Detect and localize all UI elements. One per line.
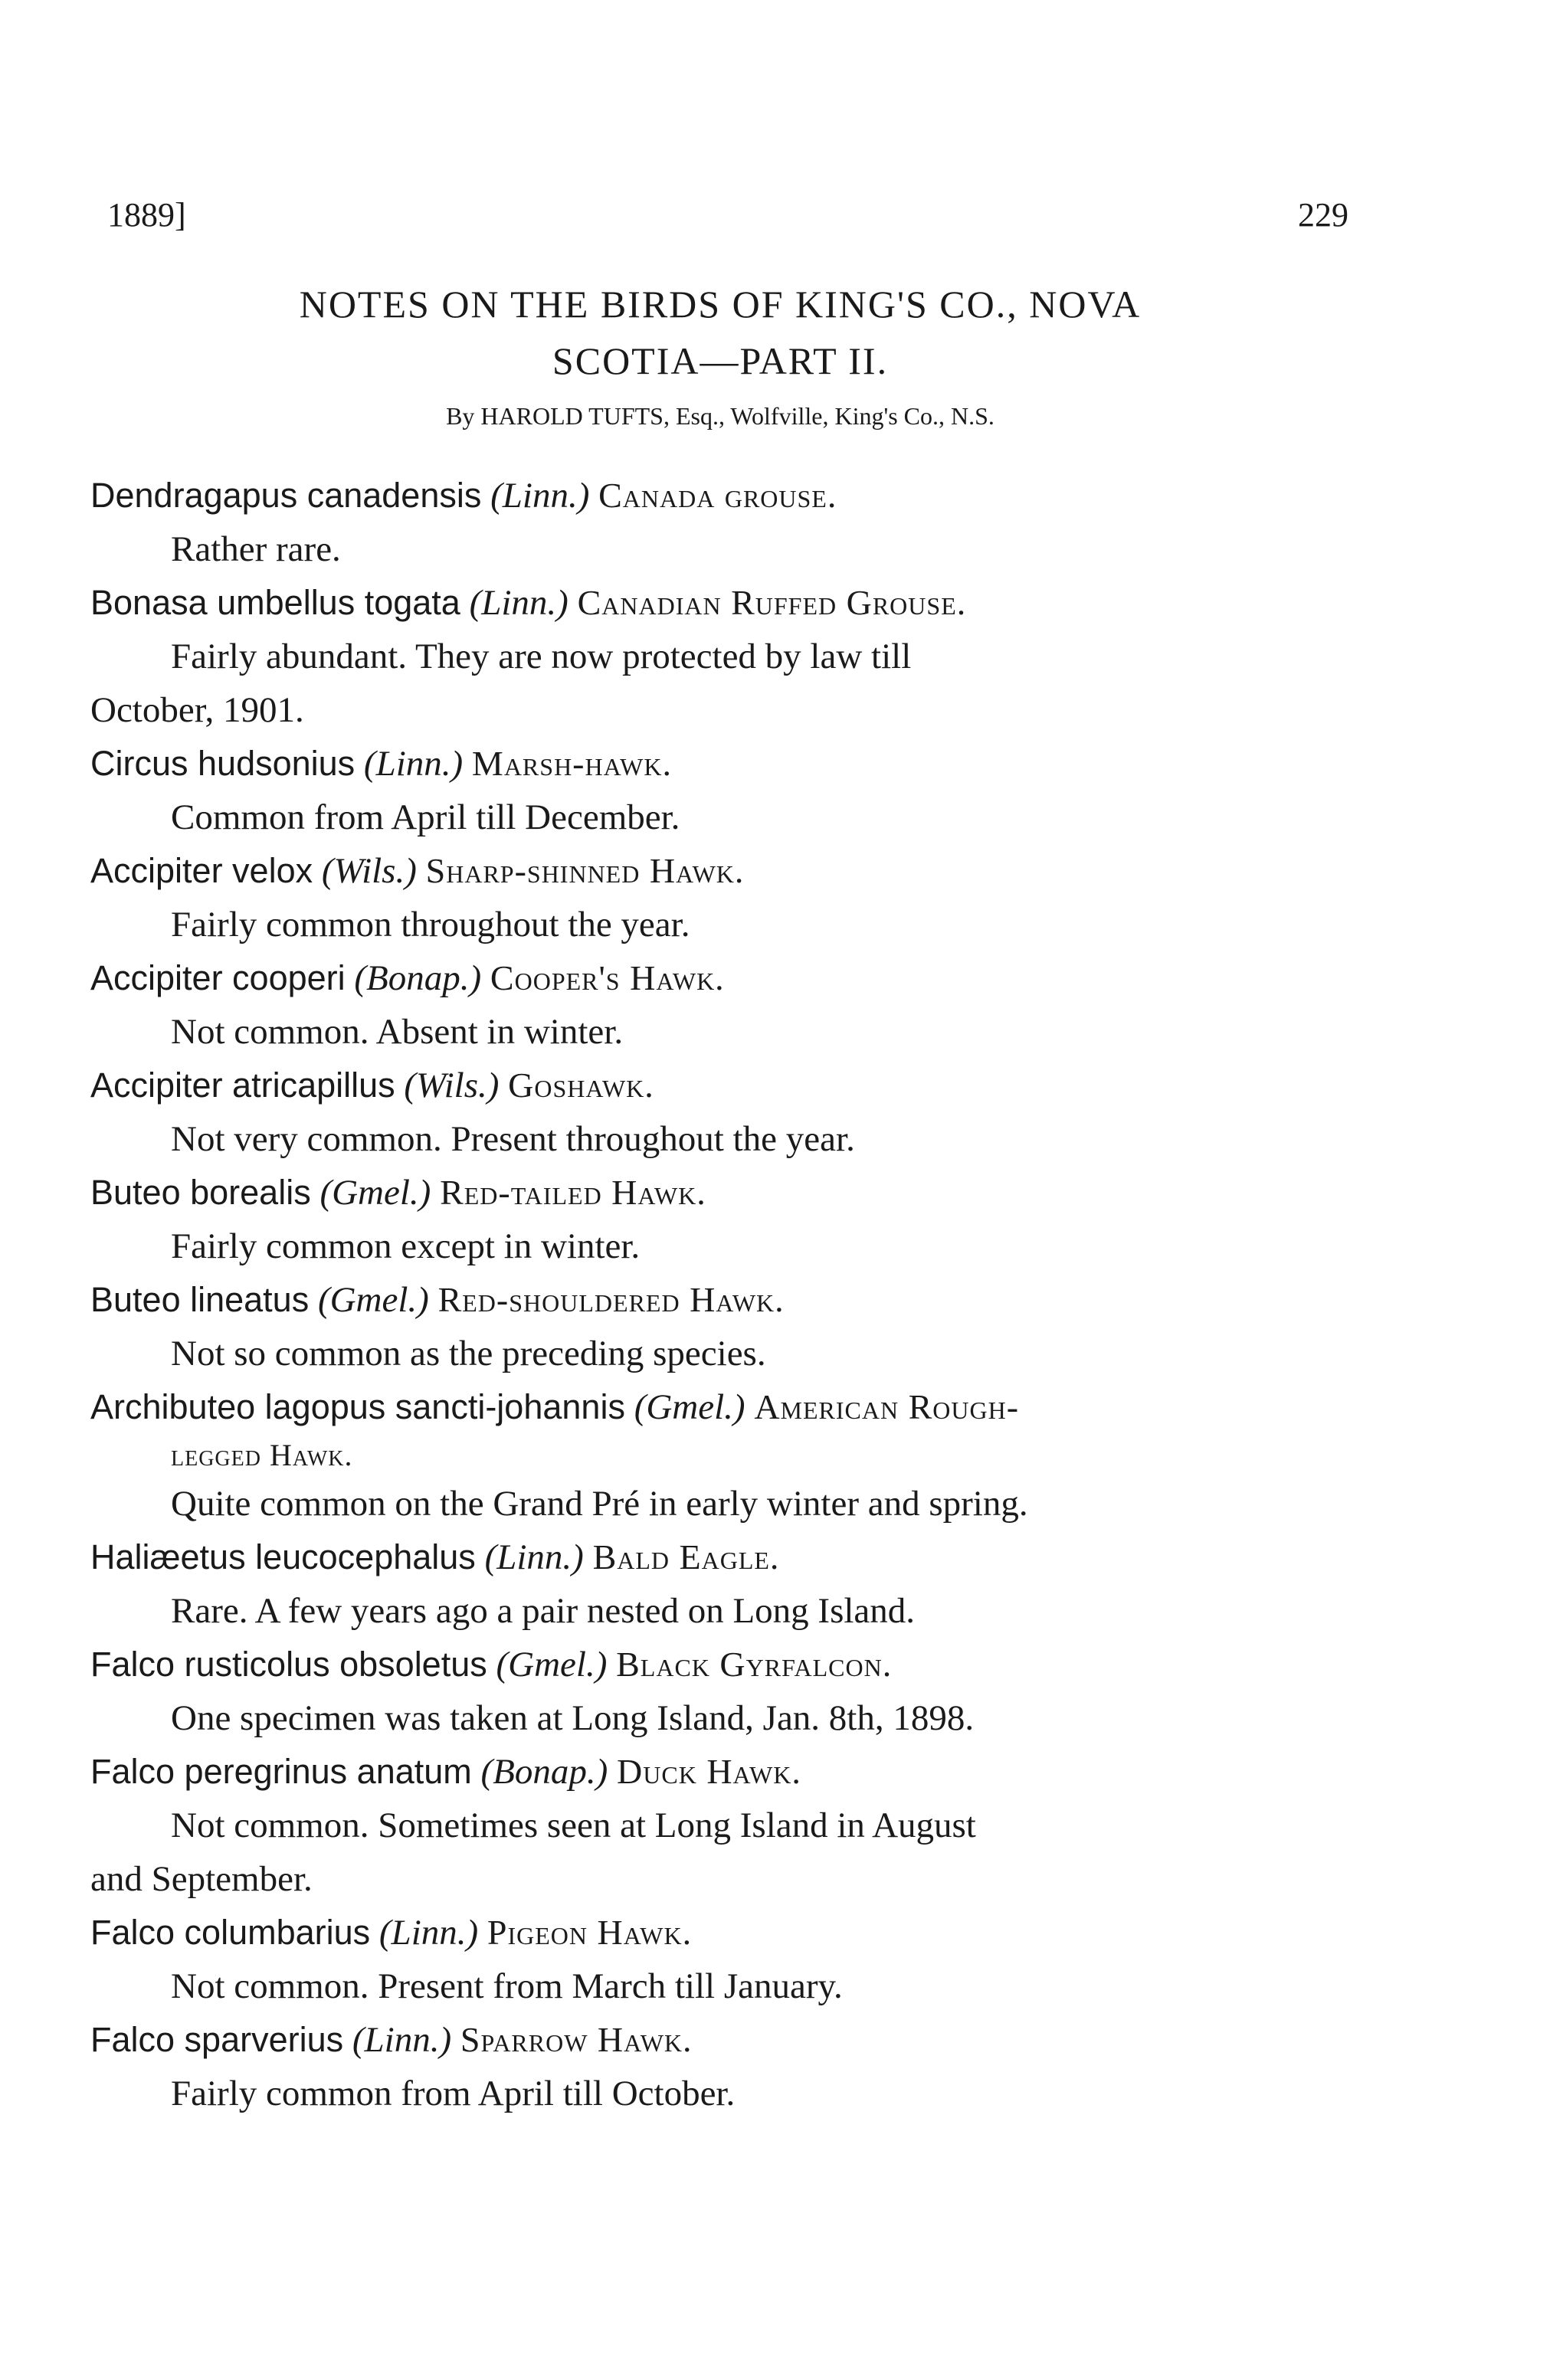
common-name: Bald Eagle. (592, 1537, 780, 1576)
scientific-name: Falco peregrinus anatum (90, 1752, 472, 1791)
species-note: Fairly common from April till October. (171, 2074, 736, 2113)
species-heading (90, 737, 1286, 791)
species-entry (90, 2013, 1286, 2120)
species-note: Not common. Absent in winter. (171, 1012, 624, 1052)
scientific-name: Archibuteo lagopus sancti-johannis (90, 1387, 625, 1426)
species-heading (90, 576, 1286, 630)
common-name: Canadian Ruffed Grouse. (577, 583, 967, 622)
common-name: Marsh-hawk. (471, 744, 672, 783)
species-note: Rather rare. (171, 529, 341, 569)
authority: (Gmel.) (319, 1173, 431, 1213)
common-name: Goshawk. (508, 1066, 654, 1105)
species-entry (90, 844, 1286, 951)
common-name: American Rough- (754, 1387, 1020, 1426)
species-note: Not very common. Present throughout the year. (171, 1119, 855, 1159)
authority: (Wils.) (404, 1066, 500, 1105)
species-heading (90, 1059, 1286, 1112)
species-note: Rare. A few years ago a pair nested on Long Island. (171, 1591, 916, 1631)
species-entry (90, 1638, 1286, 1745)
authority: (Bonap.) (354, 958, 482, 998)
common-name: Canada grouse. (598, 476, 837, 515)
title-line-2: SCOTIA—PART II. (552, 339, 889, 382)
species-note: Not common. Sometimes seen at Long Island in August (171, 1805, 976, 1845)
species-entry (90, 1273, 1286, 1380)
species-heading (90, 1638, 1286, 1691)
species-heading (90, 844, 1286, 898)
common-name-continued: legged Hawk. (171, 1438, 353, 1472)
scientific-name: Falco rusticolus obsoletus (90, 1645, 487, 1684)
article-title (100, 276, 1341, 389)
species-heading (90, 1380, 1286, 1434)
authority: (Linn.) (484, 1537, 584, 1577)
species-note: Fairly abundant. They are now protected by law till (171, 637, 912, 676)
common-name: Cooper's Hawk. (490, 958, 725, 997)
authority: (Gmel.) (317, 1280, 429, 1320)
scientific-name: Dendragapus canadensis (90, 476, 482, 515)
species-note-continued: October, 1901. (90, 690, 304, 730)
species-heading (90, 1906, 1286, 1959)
scientific-name: Buteo lineatus (90, 1280, 310, 1319)
scientific-name: Accipiter velox (90, 851, 313, 890)
authority: (Wils.) (321, 851, 417, 891)
authority: (Linn.) (469, 583, 569, 623)
species-heading (90, 1273, 1286, 1327)
species-list (90, 469, 1286, 2120)
scientific-name: Haliæetus leucocephalus (90, 1537, 476, 1576)
species-entry (90, 737, 1286, 844)
species-note: Not common. Present from March till January. (171, 1966, 843, 2006)
scientific-name: Buteo borealis (90, 1173, 311, 1212)
common-name: Sparrow Hawk. (460, 2020, 693, 2059)
species-note: Quite common on the Grand Pré in early winter and spring. (171, 1484, 1028, 1524)
scientific-name: Falco sparverius (90, 2020, 344, 2059)
species-note: Fairly common throughout the year. (171, 905, 690, 944)
title-line-1: NOTES ON THE BIRDS OF KING'S CO., NOVA (299, 283, 1142, 326)
species-entry (90, 1380, 1286, 1530)
species-entry (90, 951, 1286, 1059)
species-note: One specimen was taken at Long Island, Jan. 8th, 1898. (171, 1698, 975, 1738)
species-entry (90, 469, 1286, 576)
species-note: Common from April till December. (171, 797, 680, 837)
scientific-name: Accipiter cooperi (90, 958, 346, 997)
species-note-continued: and September. (90, 1859, 313, 1899)
species-entry (90, 1059, 1286, 1166)
byline: By HAROLD TUFTS, Esq., Wolfville, King's Co., N.S. (446, 402, 994, 430)
common-name: Duck Hawk. (617, 1752, 801, 1791)
authority: (Gmel.) (496, 1645, 608, 1684)
species-entry (90, 1530, 1286, 1638)
authority: (Linn.) (363, 744, 464, 784)
common-name: Red-shouldered Hawk. (437, 1280, 785, 1319)
species-heading (90, 951, 1286, 1005)
common-name: Sharp-shinned Hawk. (425, 851, 745, 890)
scientific-name: Circus hudsonius (90, 744, 356, 783)
running-head-year: 1889] (107, 196, 186, 234)
scientific-name: Bonasa umbellus togata (90, 583, 460, 622)
page-number: 229 (1298, 196, 1348, 234)
species-heading (90, 2013, 1286, 2067)
species-note: Fairly common except in winter. (171, 1226, 641, 1266)
scientific-name: Falco columbarius (90, 1913, 371, 1952)
species-entry (90, 576, 1286, 737)
species-entry (90, 1906, 1286, 2013)
species-heading (90, 1166, 1286, 1219)
common-name: Red-tailed Hawk. (440, 1173, 706, 1212)
species-entry (90, 1745, 1286, 1906)
species-heading (90, 1745, 1286, 1799)
species-heading (90, 469, 1286, 522)
common-name: Pigeon Hawk. (487, 1913, 693, 1952)
species-note: Not so common as the preceding species. (171, 1334, 766, 1373)
authority: (Linn.) (352, 2020, 452, 2060)
authority: (Linn.) (490, 476, 590, 516)
common-name: Black Gyrfalcon. (616, 1645, 893, 1684)
authority: (Linn.) (378, 1913, 479, 1953)
authority: (Bonap.) (480, 1752, 608, 1792)
running-head (107, 195, 1348, 241)
species-entry (90, 1166, 1286, 1273)
authority: (Gmel.) (634, 1387, 745, 1427)
scientific-name: Accipiter atricapillus (90, 1066, 395, 1105)
species-heading (90, 1530, 1286, 1584)
